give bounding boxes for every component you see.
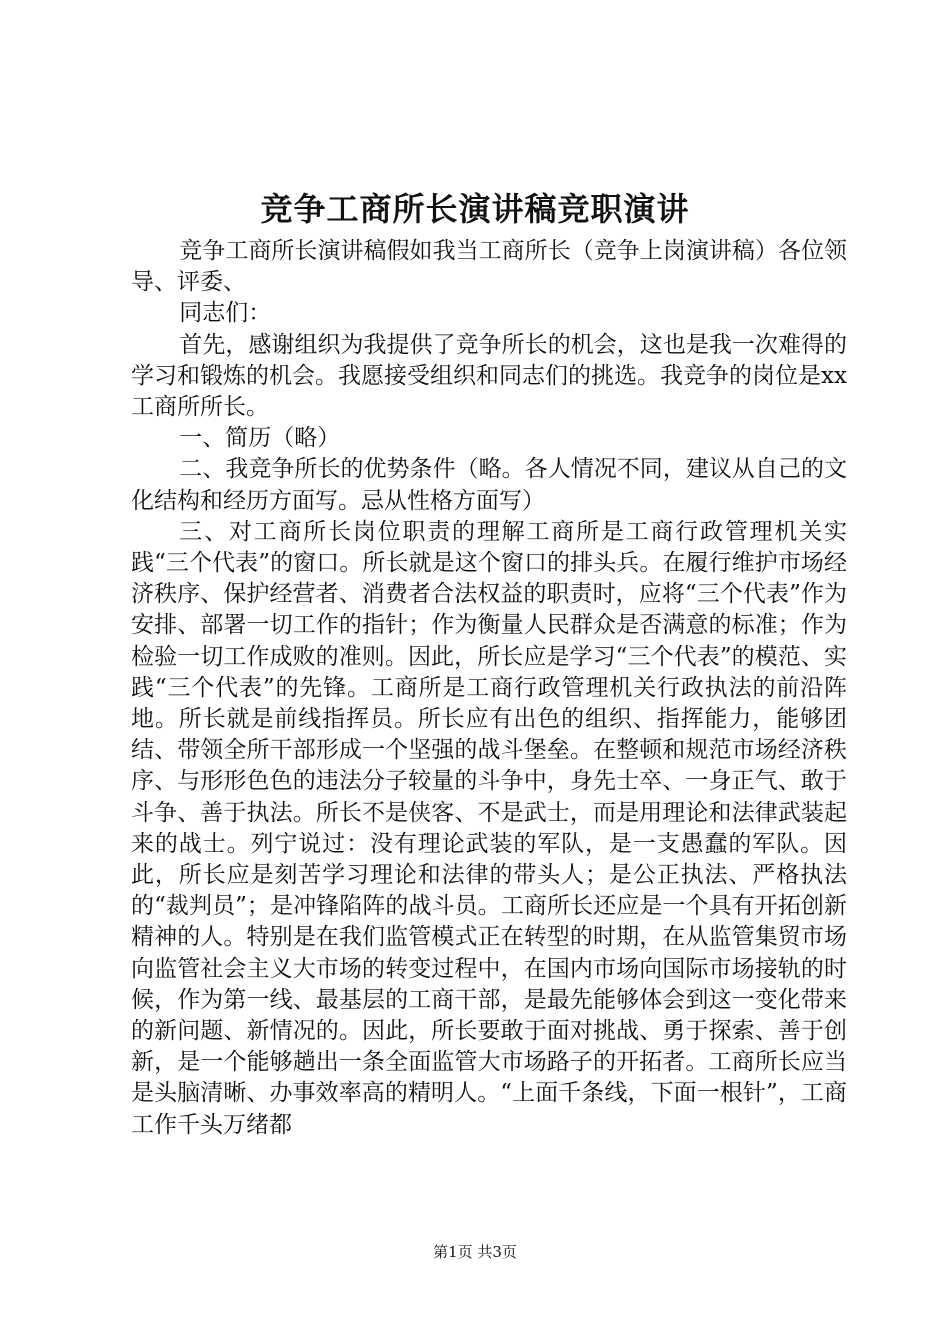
paragraph-salutation: 同志们： xyxy=(179,300,272,327)
page-footer: 第1页 共3页 xyxy=(433,1243,517,1261)
document-title: 竞争工商所长演讲稿竞职演讲 xyxy=(260,190,690,228)
paragraph-duties: 三、对工商所长岗位职责的理解工商所是工商行政管理机关实践“三个代表”的窗口。所长就是这个窗口的排头兵。在履行维护市场经济秩序、保护经营者、消费者合法权益的职责时，应将“三个代表”作为安排、部署一切工作的指针；作为衡量人民群众是否满意的标准；作为检验一切工作成败的准则。因此，所长应是学习“三个代表”的模范、实践“三个代表”的先锋。工商所是工商行政管理机关行政执法的前沿阵地。所长就是前线指挥员。所长应有出色的组织、指挥能力，能够团结、带领全所干部形成一个坚强的战斗堡垒。在整顿和规范市场经济秩序、与形形色色的违法分子较量的斗争中，身先士卒、一身正气、敢于斗争、善于执法。所长不是侠客、不是武士，而是用理论和法律武装起来的战士。列宁说过：没有理论武装的军队，是一支愚蠢的军队。因此，所长应是刻苦学习理论和法律的带头人；是公正执法、严格执法的“裁判员”；是冲锋陷阵的战斗员。工商所长还应是一个具有开拓创新精神的人。特别是在我们监管模式正在转型的时期，在从监管集贸市场向监管社会主义大市场的转变过程中，在国内市场向国际市场接轨的时候，作为第一线、最基层的工商干部，是最先能够体会到这一变化带来的新问题、新情况的。因此，所长要敢于面对挑战、勇于探索、善于创新，是一个能够趟出一条全面监管大市场路子的开拓者。工商所长应当是头脑清晰、办事效率高的精明人。“上面千条线，下面一根针”，工商工作千头万绪都 xyxy=(131,518,847,1138)
paragraph-resume: 一、简历（略） xyxy=(179,425,341,452)
paragraph-intro: 竞争工商所长演讲稿假如我当工商所长（竞争上岗演讲稿）各位领导、评委、 xyxy=(131,238,847,296)
document-body xyxy=(131,236,847,1141)
paragraph-thanks: 首先，感谢组织为我提供了竞争所长的机会，这也是我一次难得的学习和锻炼的机会。我愿接受组织和同志们的挑选。我竞争的岗位是xx工商所所长。 xyxy=(131,331,847,421)
paragraph-advantages: 二、我竞争所长的优势条件（略。各人情况不同，建议从自己的文化结构和经历方面写。忌从性格方面写） xyxy=(131,456,847,514)
